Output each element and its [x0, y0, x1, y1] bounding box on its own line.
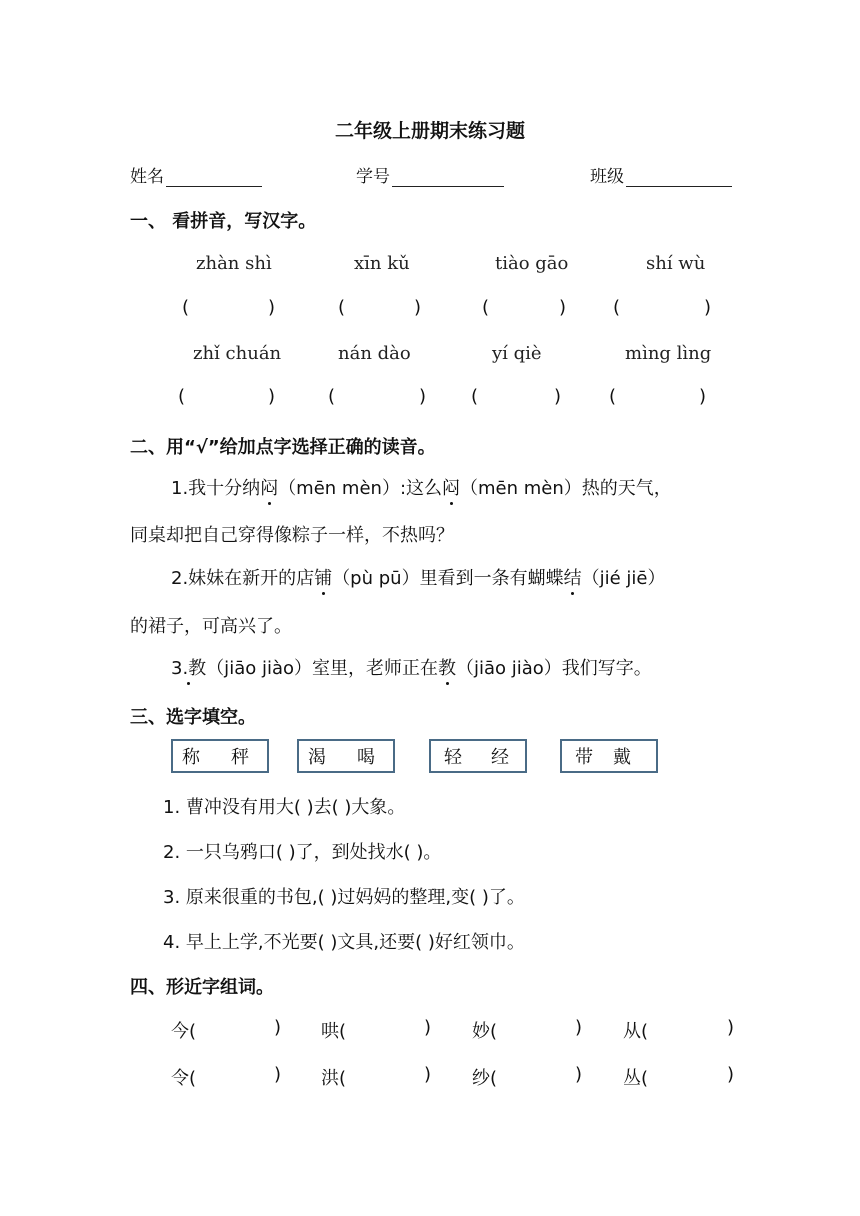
word-group-close: )	[727, 1017, 735, 1038]
pinyin-6: nán dào	[338, 343, 411, 364]
blank-close: )	[268, 297, 276, 318]
page-title: 二年级上册期末练习题	[334, 120, 525, 142]
dotted-char: 闷	[260, 474, 278, 500]
blank-open: (	[609, 386, 617, 407]
number-blank[interactable]	[392, 168, 504, 187]
word-group-close: )	[424, 1064, 432, 1085]
fill-item-1: 1. 曹冲没有用大( )去( )大象。	[163, 797, 406, 818]
blank-open: (	[482, 297, 490, 318]
word-choice-box: 带 戴	[560, 739, 658, 773]
number-field	[356, 162, 504, 187]
blank-close: )	[419, 386, 427, 407]
word-group-close: )	[575, 1017, 583, 1038]
word-group-close: )	[575, 1064, 583, 1085]
class-label: 班级	[590, 167, 624, 187]
name-field	[130, 162, 262, 187]
word-group-open: 令(	[171, 1068, 197, 1089]
question-2-1: 1.我十分纳闷（mēn mèn）:这么闷（mēn mèn）热的天气，	[171, 474, 672, 500]
question-2-2: 2.妹妹在新开的店铺（pù pū）里看到一条有蝴蝶结（jié jiē）	[171, 564, 665, 590]
dotted-char: 闷	[442, 474, 460, 500]
word-group-open: 从(	[623, 1021, 649, 1042]
question-2-3: 3.教（jiāo jiào）室里，老师正在教（jiāo jiào）我们写字。	[171, 654, 652, 680]
fill-item-4: 4. 早上上学,不光要( )文具,还要( )好红领巾。	[163, 932, 525, 953]
word-group-close: )	[274, 1017, 282, 1038]
pinyin-3: tiào gāo	[495, 253, 569, 274]
dotted-char: 3.教	[171, 654, 206, 680]
section-1-heading: 一、 看拼音，写汉字。	[130, 211, 317, 232]
blank-close: )	[414, 297, 422, 318]
word-choice-box: 轻 经	[429, 739, 527, 773]
name-label: 姓名	[130, 167, 164, 187]
blank-open: (	[471, 386, 479, 407]
blank-close: )	[268, 386, 276, 407]
class-blank[interactable]	[626, 168, 732, 187]
word-group-open: 洪(	[321, 1068, 347, 1089]
pinyin-4: shí wù	[646, 253, 706, 274]
blank-open: (	[178, 386, 186, 407]
word-group-close: )	[424, 1017, 432, 1038]
dotted-char: 结	[564, 564, 582, 590]
blank-close: )	[704, 297, 712, 318]
word-group-close: )	[274, 1064, 282, 1085]
word-group-open: 纱(	[472, 1068, 498, 1089]
word-choice-box: 渴 喝	[297, 739, 395, 773]
pinyin-7: yí qiè	[492, 343, 542, 364]
pinyin-8: mìng lìng	[625, 343, 712, 364]
blank-close: )	[559, 297, 567, 318]
section-3-heading: 三、选字填空。	[130, 707, 256, 728]
word-choice-box: 称 秤	[171, 739, 269, 773]
name-blank[interactable]	[166, 168, 262, 187]
pinyin-1: zhàn shì	[196, 253, 272, 274]
section-4-heading: 四、形近字组词。	[130, 977, 274, 998]
fill-item-2: 2. 一只乌鸦口( )了，到处找水( )。	[163, 842, 442, 863]
dotted-char: 教	[438, 654, 456, 680]
blank-close: )	[699, 386, 707, 407]
word-group-close: )	[727, 1064, 735, 1085]
fill-item-3: 3. 原来很重的书包,( )过妈妈的整理,变( )了。	[163, 887, 525, 908]
blank-open: (	[613, 297, 621, 318]
class-field	[590, 162, 732, 187]
number-label: 学号	[356, 167, 390, 187]
blank-close: )	[554, 386, 562, 407]
pinyin-5: zhǐ chuán	[193, 343, 282, 364]
word-group-open: 丛(	[623, 1068, 649, 1089]
word-group-open: 妙(	[472, 1021, 498, 1042]
blank-open: (	[182, 297, 190, 318]
section-2-heading: 二、用“√”给加点字选择正确的读音。	[130, 437, 436, 458]
question-2-2-cont: 的裙子，可高兴了。	[130, 616, 292, 637]
blank-open: (	[328, 386, 336, 407]
word-group-open: 哄(	[321, 1021, 347, 1042]
pinyin-2: xīn kǔ	[354, 253, 410, 274]
blank-open: (	[338, 297, 346, 318]
question-2-1-cont: 同桌却把自己穿得像粽子一样，不热吗？	[130, 525, 454, 546]
dotted-char: 铺	[314, 564, 332, 590]
word-group-open: 今(	[171, 1021, 197, 1042]
